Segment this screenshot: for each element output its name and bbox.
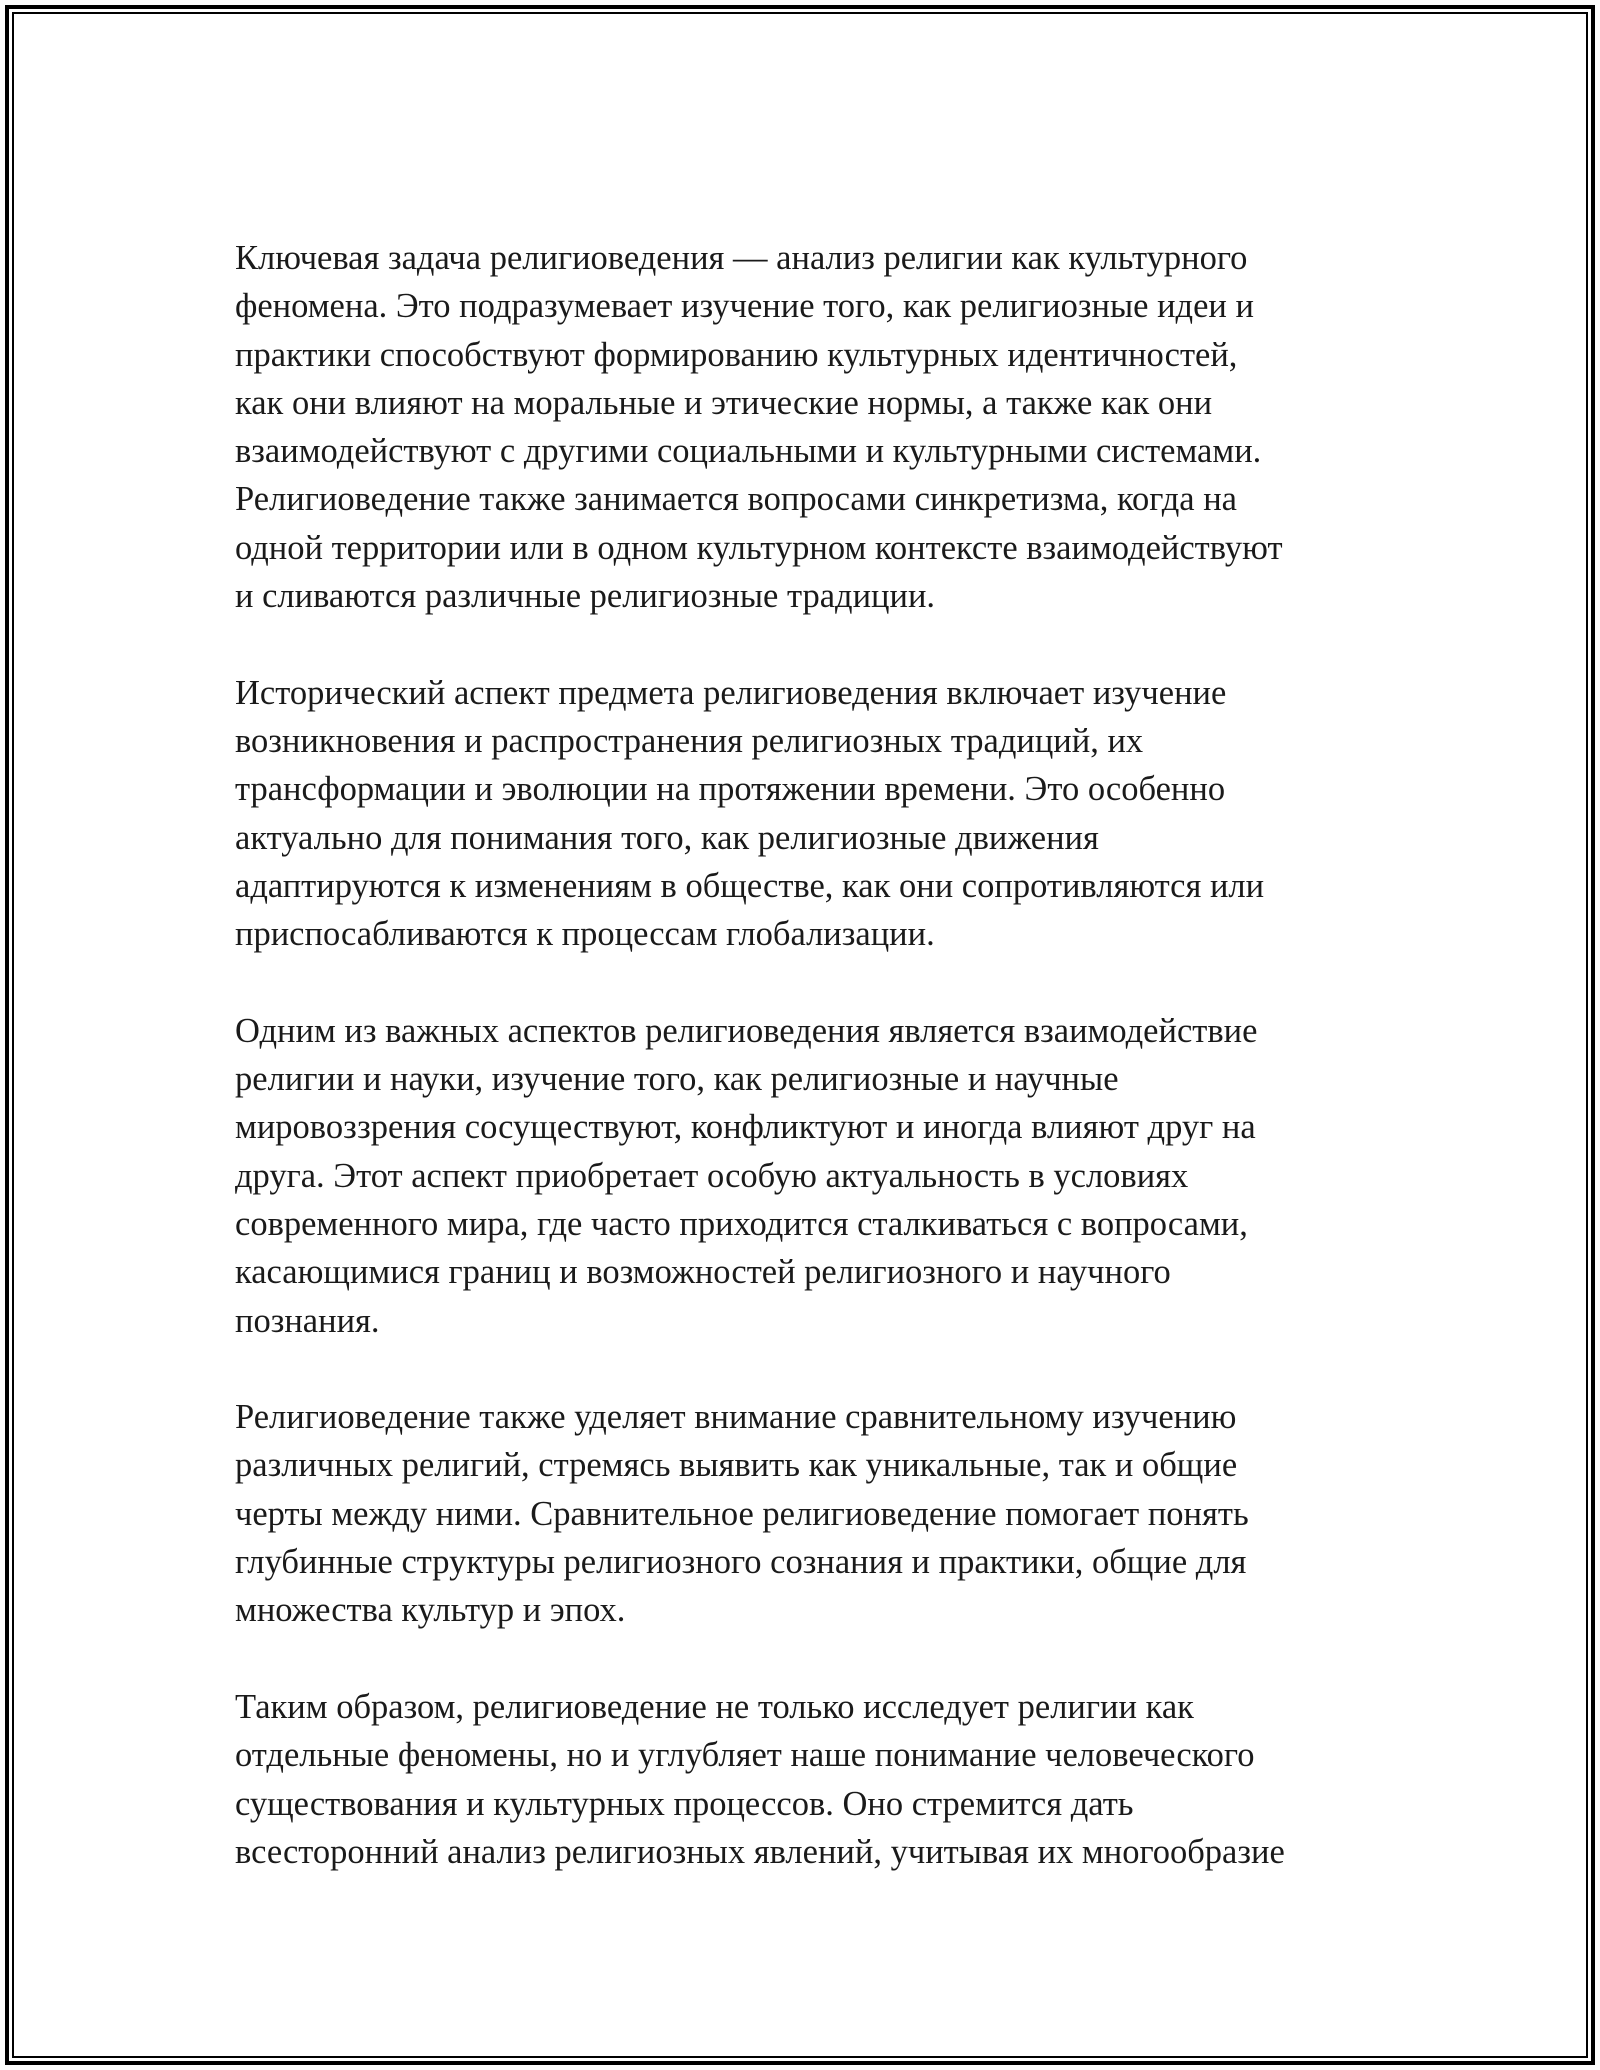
paragraph-5: Таким образом, религиоведение не только исследует религии как отдельные феномены, но и углубляет наше понимание человеческого существования и культурных процессов. Оно стремится дать всесторонний анализ религиозных явлений, учитывая их многообразие [235,1687,1285,1871]
paragraph-1: Ключевая задача религиоведения — анализ религии как культурного феномена. Это подразумевает изучение того, как религиозные идеи и практики способствуют формированию культурных идентичностей, как они влияют на моральные и этические нормы, а также как они взаимодействуют с другими социальными и культурными системами. Религиоведение также занимается вопросами синкретизма, когда на одной территории или в одном культурном контексте взаимодействуют и сливаются различные религиозные традиции. [235,239,1283,616]
document-body [235,234,1385,1876]
paragraph-4: Религиоведение также уделяет внимание сравнительному изучению различных религий, стремясь выявить как уникальные, так и общие черты между ними. Сравнительное религиоведение помогает понять глубинные структуры религиозного сознания и практики, общие для множества культур и эпох. [235,1398,1249,1630]
paragraph-2: Исторический аспект предмета религиоведения включает изучение возникновения и распространения религиозных традиций, их трансформации и эволюции на протяжении времени. Это особенно актуально для понимания того, как религиозные движения адаптируются к изменениям в обществе, как они сопротивляются или приспосабливаются к процессам глобализации. [235,673,1265,954]
paragraph-3: Одним из важных аспектов религиоведения является взаимодействие религии и науки, изучение того, как религиозные и научные мировоззрения сосуществуют, конфликтуют и иногда влияют друг на друга. Этот аспект приобретает особую актуальность в условиях современного мира, где часто приходится сталкиваться с вопросами, касающимися границ и возможностей религиозного и научного познания. [235,1011,1258,1340]
